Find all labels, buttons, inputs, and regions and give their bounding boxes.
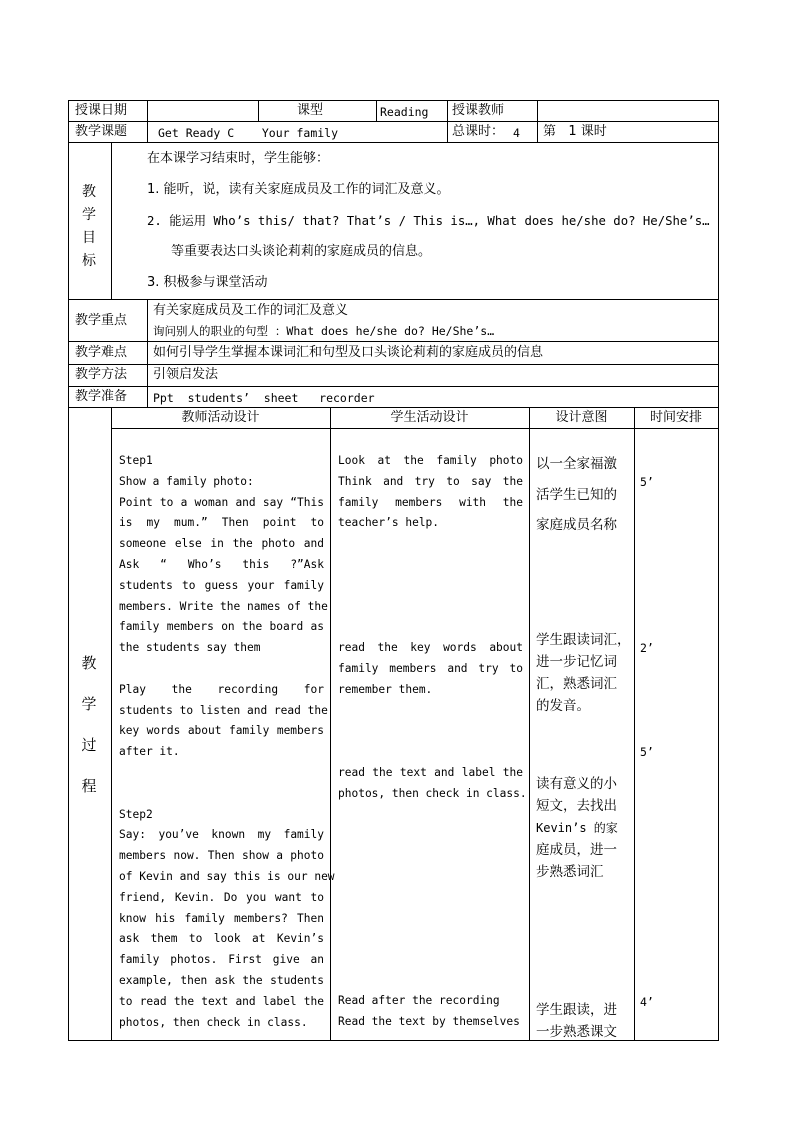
teacher-line: friend, Kevin. Do you want to <box>119 890 324 904</box>
intent-2: 学生跟读词汇， 进一步记忆词 汇，熟悉词汇 的发音。 <box>536 632 631 714</box>
teacher-line: Step2 <box>119 807 153 821</box>
col-teacher-header: 教师活动设计 <box>181 410 260 425</box>
teacher-line: Ask “ Who’s this ?”Ask <box>119 557 324 571</box>
teacher-line: Say: you’ve known my family <box>119 828 324 842</box>
teacher-line: to read the text and label the <box>119 994 324 1008</box>
time-3: 5’ <box>640 745 654 759</box>
type-label: 课型 <box>297 103 324 118</box>
objective-item-1: 1. 能听，说，读有关家庭成员及工作的词汇及意义。 <box>147 182 450 197</box>
difficulties-label: 教学难点 <box>75 345 128 360</box>
topic-value: Get Ready C Your family <box>158 126 339 140</box>
teacher-line: of Kevin and say this is our new <box>119 869 335 883</box>
lesson-number: 第 1 课时 <box>543 124 607 139</box>
intent-1: 以一全家福激 活学生已知的 家庭成员名称 <box>536 456 617 533</box>
objective-item-3: 3. 积极参与课堂活动 <box>147 275 268 290</box>
teacher-line: the students say them <box>119 641 261 655</box>
teacher-line: Play the recording for <box>119 682 324 696</box>
time-4: 4’ <box>640 995 654 1009</box>
objective-item-2: 2. 能运用 Who’s this/ that? That’s / This is…, What does he/she do? He/She’s… <box>147 214 710 228</box>
intent-4: 学生跟读，进 一步熟悉课文 <box>536 1002 617 1040</box>
difficulties-value: 如何引导学生掌握本课词汇和句型及口头谈论莉莉的家庭成员的信息 <box>153 345 544 360</box>
teacher-line: family members on the board as <box>119 620 324 634</box>
teacher-line: members now. Then show a photo <box>119 849 324 863</box>
col-time-header: 时间安排 <box>649 410 702 425</box>
process-label: 教 学 过 程 <box>81 654 97 795</box>
topic-label: 教学课题 <box>75 124 128 139</box>
total-lessons-value: 4 <box>513 126 520 140</box>
student-activity-3: read the text and label the photos, then check in class. <box>338 766 527 800</box>
prep-label: 教学准备 <box>75 389 128 404</box>
teacher-line: family photos. First give an <box>119 953 324 967</box>
teacher-line: know his family members? Then <box>119 911 324 925</box>
total-lessons-label: 总课时： <box>452 124 505 139</box>
key-points-label: 教学重点 <box>75 313 128 328</box>
teacher-line <box>119 784 324 805</box>
student-activity-2: read the key words about family members and try to remember them. <box>338 641 523 696</box>
teacher-line: students to guess your family <box>119 578 324 592</box>
teacher-activity-text <box>119 451 335 1033</box>
key-points-line-2: 询问别人的职业的句型 ：What does he/she do? He/She’s… <box>153 324 495 338</box>
teacher-line: example, then ask the students <box>119 973 324 987</box>
teacher-line: members. Write the names of the <box>119 599 328 613</box>
methods-label: 教学方法 <box>75 367 128 382</box>
teacher-label: 授课教师 <box>452 103 505 118</box>
time-1: 5’ <box>640 475 654 489</box>
intent-3: 读有意义的小 短文，去找出 Kevin’s 的家 庭成员，进一 步熟悉词汇 <box>536 776 618 880</box>
objective-item-2-cont: 等重要表达口头谈论莉莉的家庭成员的信息。 <box>171 244 432 259</box>
teacher-line: Point to a woman and say “This <box>119 495 324 509</box>
col-student-header: 学生活动设计 <box>390 410 469 425</box>
col-intent-header: 设计意图 <box>555 410 608 425</box>
teacher-line <box>119 763 324 784</box>
student-activity-1: Look at the family photo Think and try to say the family members with the teacher’s help. <box>338 454 523 530</box>
methods-value: 引领启发法 <box>153 367 219 382</box>
teacher-line: key words about family members <box>119 724 324 738</box>
teacher-line: Step1 <box>119 454 153 467</box>
teacher-line: after it. <box>119 745 180 759</box>
prep-value: Ppt students’ sheet recorder <box>153 391 375 405</box>
teacher-line <box>119 659 324 680</box>
key-points-line-1: 有关家庭成员及工作的词汇及意义 <box>153 303 349 318</box>
teacher-line: students to listen and read the <box>119 703 328 717</box>
student-activity-4: Read after the recording Read the text by themselves <box>338 994 520 1028</box>
teacher-line: someone else in the photo and <box>119 537 324 551</box>
type-value: Reading <box>380 105 429 119</box>
time-2: 2’ <box>640 641 654 655</box>
teacher-line: ask them to look at Kevin’s <box>119 932 324 946</box>
objectives-label: 教 学 目 标 <box>82 184 96 269</box>
objectives-intro: 在本课学习结束时，学生能够： <box>147 151 330 166</box>
teacher-line: is my mum.” Then point to <box>119 516 324 530</box>
teacher-line: Show a family photo: <box>119 474 254 488</box>
teacher-line: photos, then check in class. <box>119 1015 308 1029</box>
date-label: 授课日期 <box>75 103 128 118</box>
